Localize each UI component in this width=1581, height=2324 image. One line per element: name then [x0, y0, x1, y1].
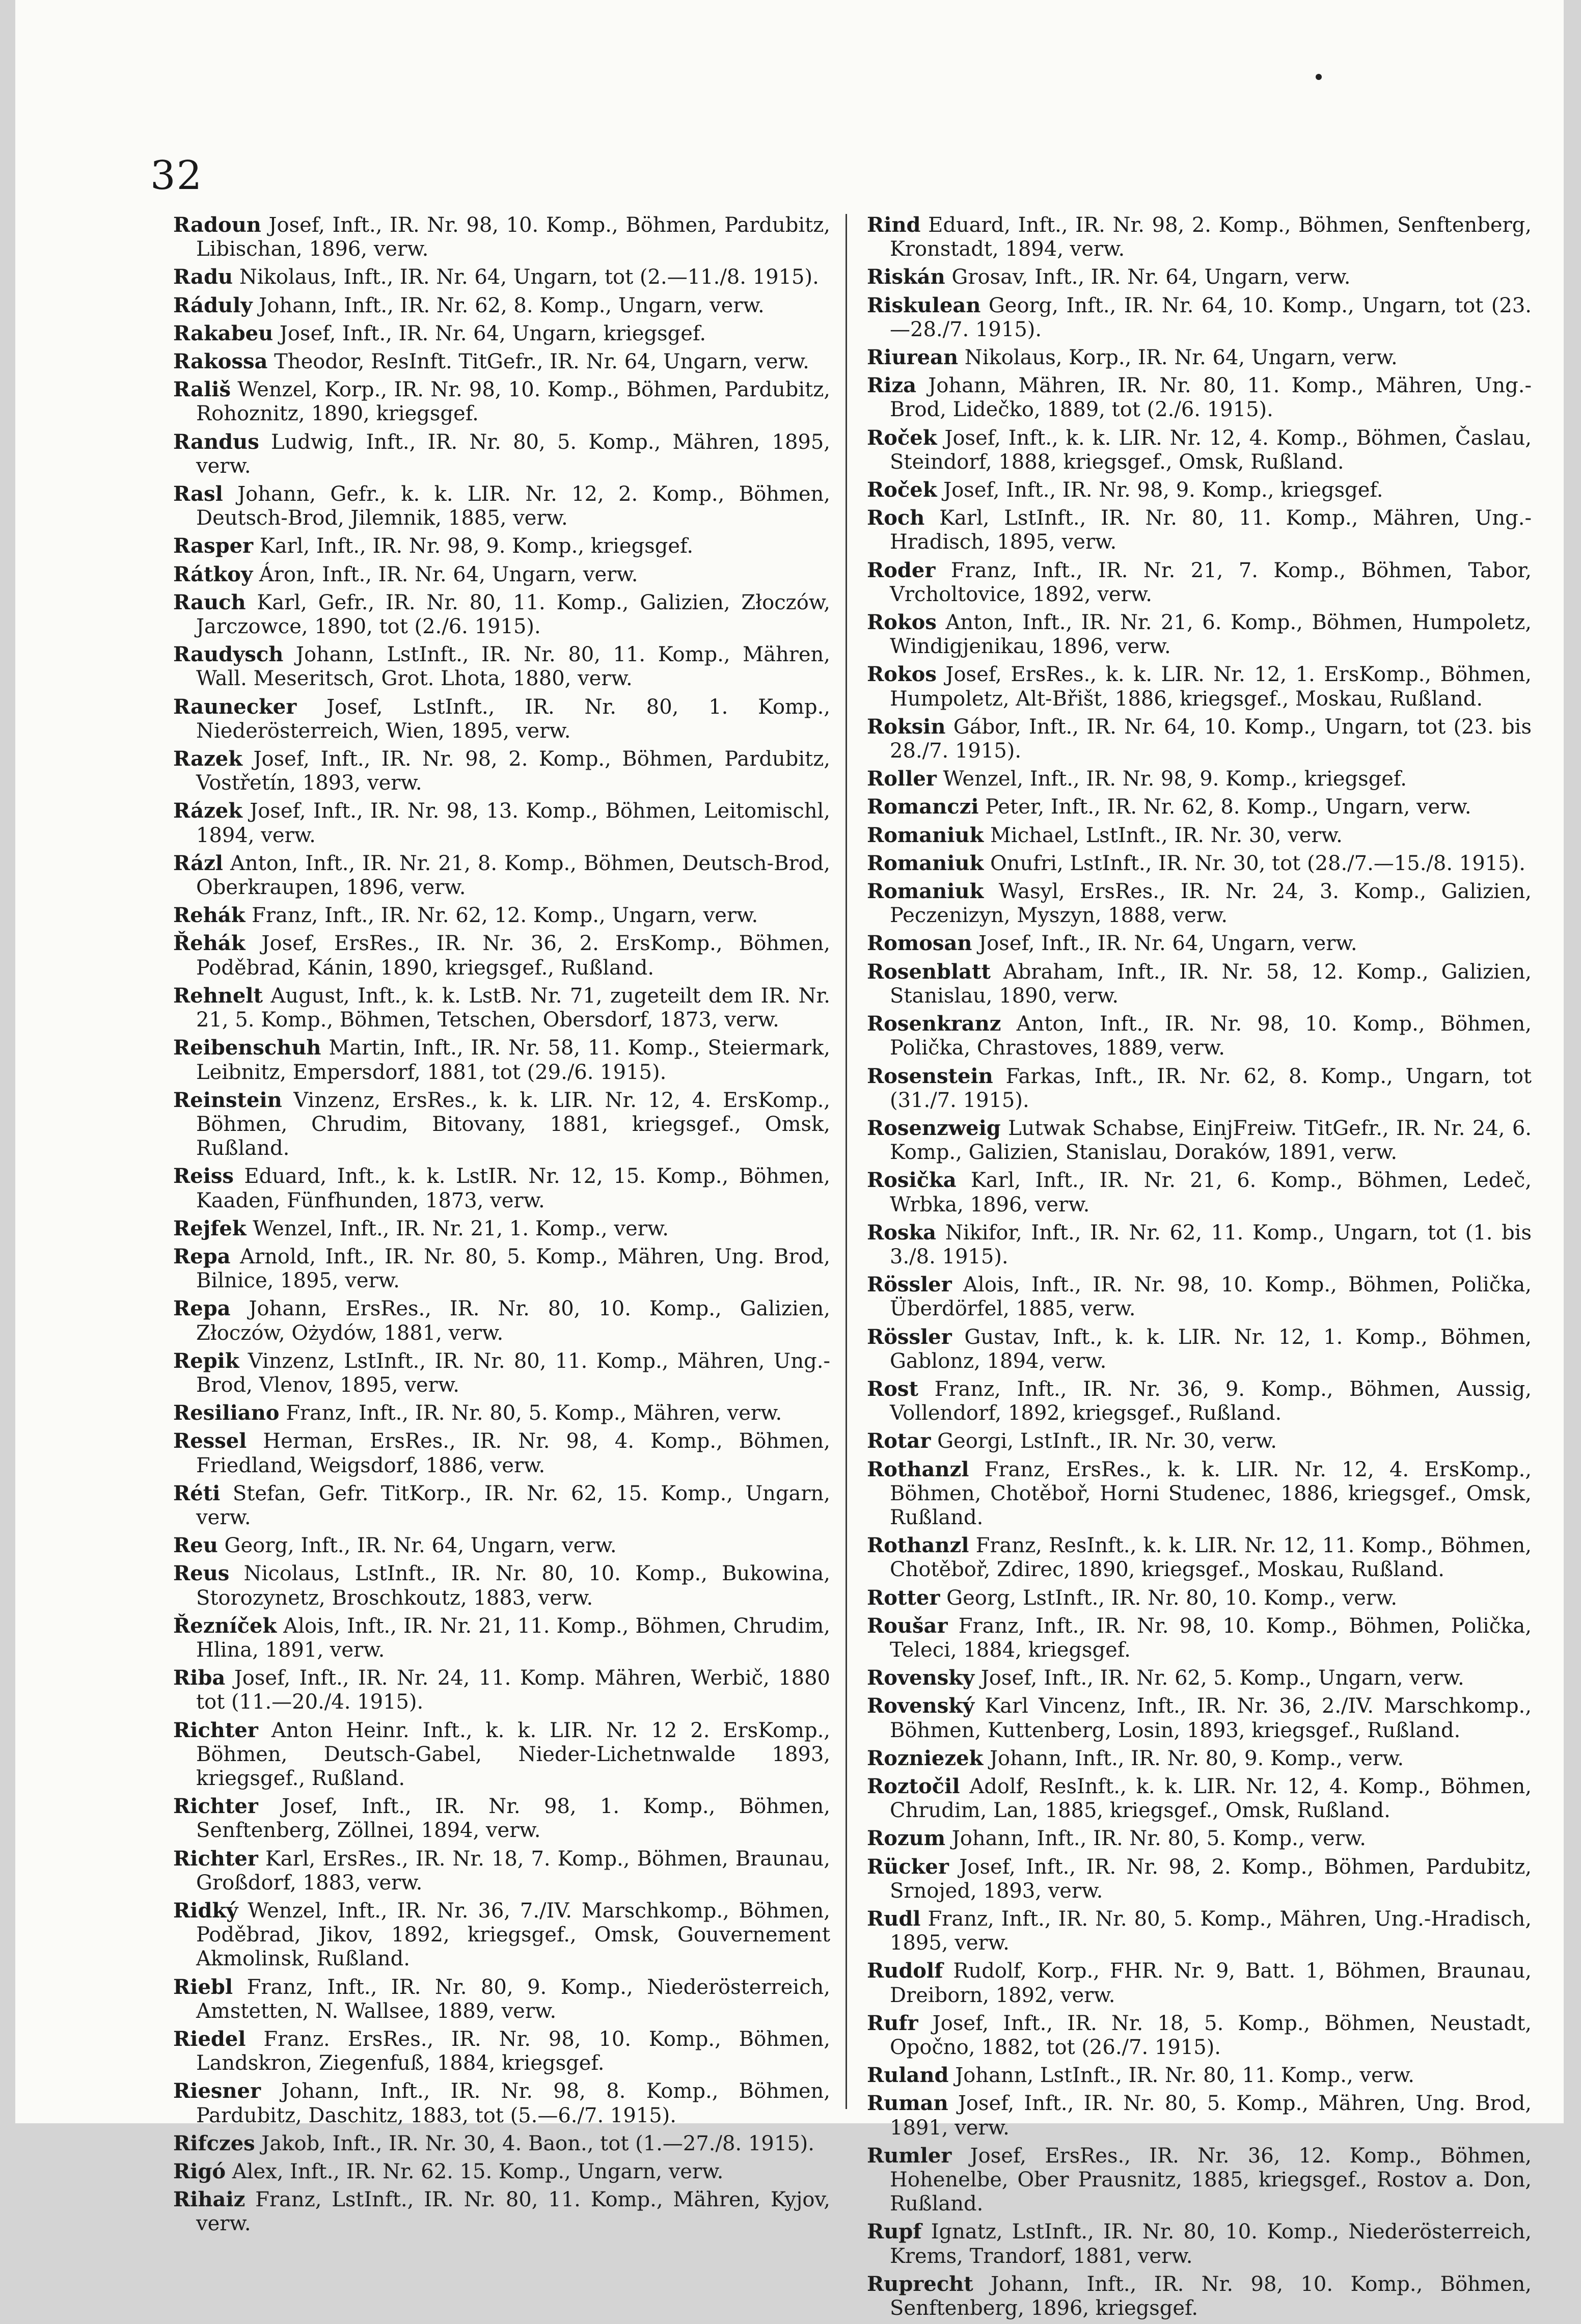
- entry-surname: Rehák: [173, 903, 246, 928]
- register-entry: [867, 2011, 1532, 2060]
- entry-surname: Roch: [867, 506, 925, 530]
- entry-surname: Rokos: [867, 662, 937, 687]
- entry-details: Johann, Mähren, IR. Nr. 80, 11. Komp., Mähren, Ung.-Brod, Lidečko, 1889, tot (2./6. 1915).: [890, 374, 1532, 422]
- entry-surname: Réti: [173, 1481, 221, 1505]
- register-entry: [173, 1614, 830, 1662]
- entry-surname: Raunecker: [173, 694, 297, 719]
- entry-details: Stefan, Gefr. TitKorp., IR. Nr. 62, 15. Komp., Ungarn, verw.: [196, 1481, 830, 1529]
- entry-details: Ludwig, Inft., IR. Nr. 80, 5. Komp., Mähren, 1895, verw.: [196, 430, 830, 478]
- register-entry: [867, 1377, 1532, 1425]
- entry-details: Herman, ErsRes., IR. Nr. 98, 4. Komp., Böhmen, Friedland, Weigsdorf, 1886, verw.: [196, 1429, 830, 1477]
- entry-surname: Rasper: [173, 534, 254, 558]
- entry-surname: Romosan: [867, 931, 972, 956]
- register-entry: [173, 377, 830, 426]
- entry-details: Johann, Inft., IR. Nr. 98, 10. Komp., Böhmen, Senftenberg, 1896, kriegsgef.: [890, 2272, 1532, 2320]
- entry-surname: Rozniezek: [867, 1746, 984, 1770]
- ink-dot: [1316, 74, 1322, 80]
- entry-surname: Raudysch: [173, 642, 284, 667]
- register-entry: [867, 1855, 1532, 1903]
- register-entry: [867, 1221, 1532, 1269]
- entry-details: Josef, Inft., IR. Nr. 64, Ungarn, verw.: [972, 932, 1357, 956]
- entry-surname: Rothanzl: [867, 1533, 969, 1558]
- register-entry: [173, 1164, 830, 1212]
- entry-surname: Rudolf: [867, 1959, 943, 1983]
- register-entry: [867, 879, 1532, 928]
- register-entry: [867, 1457, 1532, 1530]
- entry-surname: Romaniuk: [867, 879, 984, 904]
- register-entry: [173, 1481, 830, 1530]
- entry-surname: Rosenkranz: [867, 1012, 1001, 1036]
- register-entry: [867, 1533, 1532, 1582]
- entry-details: Johann, Inft., IR. Nr. 62, 8. Komp., Ungarn, verw.: [252, 293, 765, 317]
- register-entry: [867, 1429, 1532, 1453]
- entry-details: Josef, Inft., IR. Nr. 98, 10. Komp., Böhmen, Pardubitz, Libischan, 1896, verw.: [196, 213, 830, 261]
- entry-surname: Ridký: [173, 1899, 238, 1923]
- entry-surname: Ruland: [867, 2063, 949, 2088]
- register-entry: [867, 265, 1532, 289]
- register-entry: [867, 1614, 1532, 1662]
- entry-details: Nikifor, Inft., IR. Nr. 62, 11. Komp., Ungarn, tot (1. bis 3./8. 1915).: [890, 1221, 1532, 1268]
- entry-details: Franz, ErsRes., k. k. LIR. Nr. 12, 4. ErsKomp., Böhmen, Chotěboř, Horni Studenec, 1886, kriegsgef., Omsk, Rußland.: [890, 1457, 1532, 1529]
- entry-surname: Rátkoy: [173, 562, 253, 586]
- register-entry: [867, 1064, 1532, 1113]
- register-entry: [173, 1561, 830, 1610]
- register-entry: [173, 2079, 830, 2127]
- register-entry: [173, 747, 830, 795]
- register-entry: [173, 1036, 830, 1084]
- entry-details: Farkas, Inft., IR. Nr. 62, 8. Komp., Ungarn, tot (31./7. 1915).: [890, 1064, 1532, 1112]
- register-entry: [867, 931, 1532, 956]
- register-entry: [867, 823, 1532, 848]
- entry-surname: Richter: [173, 1718, 258, 1742]
- entry-surname: Roller: [867, 767, 937, 791]
- entry-details: Josef, Inft., k. k. LIR. Nr. 12, 4. Komp., Böhmen, Časlau, Steindorf, 1888, kriegsgef., Omsk, Rußland.: [890, 426, 1532, 474]
- entry-details: Josef, ErsRes., IR. Nr. 36, 2. ErsKomp., Böhmen, Poděbrad, Kánin, 1890, kriegsgef., Rußland.: [196, 932, 830, 980]
- register-entry: [867, 767, 1532, 791]
- register-entry: [867, 1746, 1532, 1771]
- register-entry: [173, 695, 830, 743]
- entry-details: Georg, Inft., IR. Nr. 64, Ungarn, verw.: [217, 1534, 617, 1558]
- entry-details: Eduard, Inft., IR. Nr. 98, 2. Komp., Böhmen, Senftenberg, Kronstadt, 1894, verw.: [890, 213, 1532, 261]
- entry-surname: Rosenstein: [867, 1064, 993, 1088]
- entry-surname: Resiliano: [173, 1401, 280, 1425]
- entry-surname: Rališ: [173, 377, 231, 402]
- register-entry: [867, 1116, 1532, 1165]
- register-entry: [173, 1245, 830, 1293]
- register-entry: [867, 1586, 1532, 1610]
- entry-details: Jakob, Inft., IR. Nr. 30, 4. Baon., tot (1.—27./8. 1915).: [255, 2131, 814, 2155]
- entry-details: Alois, Inft., IR. Nr. 21, 11. Komp., Böhmen, Chrudim, Hlina, 1891, verw.: [196, 1614, 830, 1662]
- entry-details: Josef, ErsRes., IR. Nr. 36, 12. Komp., Böhmen, Hohenelbe, Ober Prausnitz, 1885, kriegsgef., Rostov a. Don, Rußland.: [890, 2144, 1532, 2216]
- entry-details: Wenzel, Inft., IR. Nr. 21, 1. Komp., verw.: [246, 1217, 669, 1240]
- entry-details: August, Inft., k. k. LstB. Nr. 71, zugeteilt dem IR. Nr. 21, 5. Komp., Böhmen, Tetschen, Obersdorf, 1873, verw.: [196, 984, 830, 1032]
- entry-surname: Rössler: [867, 1325, 952, 1349]
- entry-details: Franz, ResInft., k. k. LIR. Nr. 12, 11. Komp., Böhmen, Chotěboř, Zdirec, 1890, kriegsgef., Moskau, Rußland.: [890, 1534, 1532, 1582]
- entry-surname: Radoun: [173, 213, 261, 237]
- entry-surname: Rovensky: [867, 1666, 975, 1690]
- register-entry: [173, 903, 830, 928]
- register-entry: [867, 478, 1532, 502]
- entry-surname: Rakossa: [173, 349, 268, 374]
- entry-surname: Riskán: [867, 265, 945, 289]
- entry-surname: Riza: [867, 373, 917, 398]
- entry-details: Onufri, LstInft., IR. Nr. 30, tot (28./7.—15./8. 1915).: [984, 851, 1525, 875]
- entry-surname: Rotar: [867, 1429, 931, 1453]
- entry-details: Johann, Inft., IR. Nr. 80, 5. Komp., verw.: [945, 1827, 1366, 1851]
- register-entry: [867, 610, 1532, 659]
- entry-details: Karl, ErsRes., IR. Nr. 18, 7. Komp., Böhmen, Braunau, Großdorf, 1883, verw.: [196, 1847, 830, 1895]
- entry-details: Georg, Inft., IR. Nr. 64, 10. Komp., Ungarn, tot (23.—28./7. 1915).: [890, 293, 1532, 341]
- entry-details: Franz, Inft., IR. Nr. 80, 5. Komp., Mähren, verw.: [279, 1401, 782, 1425]
- entry-details: Grosav, Inft., IR. Nr. 64, Ungarn, verw.: [945, 265, 1351, 289]
- entry-surname: Rovenský: [867, 1694, 975, 1718]
- entry-surname: Riebl: [173, 1975, 233, 1999]
- register-entry: [173, 1349, 830, 1397]
- entry-surname: Roušar: [867, 1613, 948, 1638]
- entry-surname: Richter: [173, 1846, 258, 1871]
- entry-surname: Ressel: [173, 1429, 247, 1453]
- entry-details: Josef, ErsRes., k. k. LIR. Nr. 12, 1. ErsKomp., Böhmen, Humpoletz, Alt-Břišt, 1886, kriegsgef., Moskau, Rußland.: [890, 663, 1532, 711]
- register-entry: [173, 1088, 830, 1161]
- entry-surname: Roder: [867, 558, 936, 582]
- entry-surname: Rosenblatt: [867, 959, 991, 984]
- register-entry: [867, 2220, 1532, 2268]
- register-entry: [173, 590, 830, 639]
- entry-details: Karl Vincenz, Inft., IR. Nr. 36, 2./IV. Marschkomp., Böhmen, Kuttenberg, Losin, 1893, kriegsgef., Rußland.: [890, 1694, 1532, 1742]
- register-entry: [867, 1774, 1532, 1823]
- left-column: [173, 213, 830, 2240]
- entry-surname: Roztočil: [867, 1774, 960, 1798]
- register-entry: [173, 2131, 830, 2156]
- entry-surname: Ruprecht: [867, 2272, 973, 2296]
- register-entry: [867, 1959, 1532, 2007]
- entry-surname: Rehnelt: [173, 983, 263, 1008]
- register-entry: [173, 1899, 830, 1971]
- entry-surname: Rauch: [173, 590, 246, 614]
- entry-surname: Rössler: [867, 1273, 952, 1297]
- entry-details: Adolf, ResInft., k. k. LIR. Nr. 12, 4. Komp., Böhmen, Chrudim, Lan, 1885, kriegsgef., Omsk, Rußland.: [890, 1774, 1532, 1823]
- register-entry: [867, 2063, 1532, 2088]
- entry-surname: Reiss: [173, 1164, 234, 1188]
- entry-surname: Rázek: [173, 799, 242, 823]
- entry-details: Karl, LstInft., IR. Nr. 80, 11. Komp., Mähren, Ung.-Hradisch, 1895, verw.: [890, 506, 1532, 554]
- entry-details: Josef, Inft., IR. Nr. 62, 5. Komp., Ungarn, verw.: [974, 1666, 1464, 1690]
- entry-details: Wenzel, Inft., IR. Nr. 36, 7./IV. Marschkomp., Böhmen, Poděbrad, Jikov, 1892, kriegsgef., Omsk, Gouvernement Akmolinsk, Rußland.: [196, 1899, 830, 1971]
- entry-details: Gustav, Inft., k. k. LIR. Nr. 12, 1. Komp., Böhmen, Gablonz, 1894, verw.: [890, 1325, 1532, 1373]
- entry-details: Ignatz, LstInft., IR. Nr. 80, 10. Komp., Niederösterreich, Krems, Trandorf, 1881, verw.: [890, 2220, 1532, 2268]
- entry-surname: Reibenschuh: [173, 1036, 321, 1060]
- entry-details: Nicolaus, LstInft., IR. Nr. 80, 10. Komp., Bukowina, Storozynetz, Broschkoutz, 1883, verw.: [196, 1562, 830, 1610]
- entry-details: Gábor, Inft., IR. Nr. 64, 10. Komp., Ungarn, tot (23. bis 28./7. 1915).: [890, 715, 1532, 763]
- register-entry: [867, 1666, 1532, 1690]
- entry-surname: Rumler: [867, 2143, 952, 2168]
- entry-surname: Riesner: [173, 2079, 261, 2103]
- register-entry: [173, 482, 830, 530]
- register-entry: [173, 2027, 830, 2075]
- entry-details: Josef, Inft., IR. Nr. 98, 13. Komp., Böhmen, Leitomischl, 1894, verw.: [196, 799, 830, 847]
- entry-details: Eduard, Inft., k. k. LstIR. Nr. 12, 15. Komp., Böhmen, Kaaden, Fünfhunden, 1873, verw.: [196, 1165, 830, 1212]
- entry-surname: Rudl: [867, 1907, 921, 1931]
- entry-details: Karl, Inft., IR. Nr. 21, 6. Komp., Böhmen, Ledeč, Wrbka, 1896, verw.: [890, 1169, 1532, 1217]
- entry-details: Karl, Inft., IR. Nr. 98, 9. Komp., kriegsgef.: [253, 534, 694, 558]
- entry-details: Wenzel, Korp., IR. Nr. 98, 10. Komp., Böhmen, Pardubitz, Rohoznitz, 1890, kriegsgef.: [196, 378, 830, 426]
- register-entry: [867, 345, 1532, 370]
- entry-surname: Richter: [173, 1794, 258, 1819]
- entry-surname: Rotter: [867, 1585, 940, 1610]
- entry-surname: Rost: [867, 1376, 918, 1401]
- register-entry: [173, 2159, 830, 2184]
- entry-surname: Romaniuk: [867, 851, 984, 875]
- register-entry: [867, 1325, 1532, 1373]
- entry-details: Johann, Inft., IR. Nr. 80, 9. Komp., verw.: [983, 1746, 1404, 1770]
- entry-details: Johann, LstInft., IR. Nr. 80, 11. Komp., verw.: [948, 2064, 1414, 2088]
- register-entry: [173, 534, 830, 558]
- entry-surname: Řehák: [173, 931, 246, 956]
- entry-details: Anton, Inft., IR. Nr. 21, 8. Komp., Böhmen, Deutsch-Brod, Oberkraupen, 1896, verw.: [196, 851, 830, 900]
- entry-surname: Razek: [173, 747, 242, 771]
- entry-surname: Rejfek: [173, 1216, 247, 1240]
- register-entry: [173, 1429, 830, 1477]
- entry-details: Josef, Inft., IR. Nr. 64, Ungarn, kriegsgef.: [273, 321, 706, 345]
- entry-details: Áron, Inft., IR. Nr. 64, Ungarn, verw.: [253, 562, 638, 586]
- register-entry: [867, 851, 1532, 876]
- register-entry: [867, 2091, 1532, 2140]
- column-divider: [846, 214, 847, 2109]
- entry-details: Martin, Inft., IR. Nr. 58, 11. Komp., Steiermark, Leibnitz, Empersdorf, 1881, tot (29./6. 1915).: [196, 1036, 830, 1084]
- entry-details: Anton Heinr. Inft., k. k. LIR. Nr. 12 2. ErsKomp., Böhmen, Deutsch-Gabel, Nieder-Lichetnwalde 1893, kriegsgef., Rußland.: [196, 1718, 830, 1790]
- register-entry: [173, 642, 830, 691]
- register-entry: [867, 960, 1532, 1008]
- entry-surname: Romanczi: [867, 795, 979, 819]
- entry-surname: Repa: [173, 1296, 231, 1321]
- register-entry: [173, 1533, 830, 1558]
- entry-surname: Rifczes: [173, 2131, 255, 2155]
- register-entry: [173, 1217, 830, 1241]
- entry-details: Karl, Gefr., IR. Nr. 80, 11. Komp., Galizien, Złoczów, Jarczowce, 1890, tot (2./6. 1915).: [196, 590, 830, 639]
- entry-surname: Rakabeu: [173, 321, 274, 345]
- register-entry: [867, 1168, 1532, 1217]
- register-entry: [867, 2144, 1532, 2217]
- entry-details: Franz, Inft., IR. Nr. 62, 12. Komp., Ungarn, verw.: [245, 904, 758, 928]
- entry-surname: Rihaiz: [173, 2187, 246, 2212]
- entry-details: Franz, Inft., IR. Nr. 98, 10. Komp., Böhmen, Polička, Teleci, 1884, kriegsgef.: [890, 1614, 1532, 1662]
- entry-details: Alex, Inft., IR. Nr. 62. 15. Komp., Ungarn, verw.: [226, 2160, 724, 2184]
- register-entry: [173, 430, 830, 478]
- entry-surname: Rind: [867, 213, 921, 237]
- entry-details: Abraham, Inft., IR. Nr. 58, 12. Komp., Galizien, Stanislau, 1890, verw.: [890, 960, 1532, 1008]
- register-entry: [173, 799, 830, 847]
- entry-surname: Roksin: [867, 714, 946, 739]
- entry-details: Nikolaus, Inft., IR. Nr. 64, Ungarn, tot (2.—11./8. 1915).: [233, 265, 819, 289]
- entry-surname: Roska: [867, 1220, 937, 1245]
- entry-surname: Řezníček: [173, 1613, 277, 1638]
- register-entry: [867, 293, 1532, 342]
- register-entry: [173, 2187, 830, 2236]
- register-entry: [867, 2272, 1532, 2320]
- register-entry: [867, 715, 1532, 763]
- entry-details: Peter, Inft., IR. Nr. 62, 8. Komp., Ungarn, verw.: [978, 795, 1471, 819]
- register-entry: [867, 1694, 1532, 1742]
- entry-details: Josef, Inft., IR. Nr. 80, 5. Komp., Mähren, Ung. Brod, 1891, verw.: [890, 2092, 1532, 2140]
- entry-surname: Riedel: [173, 2027, 246, 2051]
- entry-surname: Rufr: [867, 2011, 918, 2035]
- register-entry: [867, 662, 1532, 711]
- register-entry: [173, 1847, 830, 1895]
- register-entry: [867, 795, 1532, 819]
- entry-details: Georg, LstInft., IR. Nr. 80, 10. Komp., verw.: [940, 1586, 1398, 1610]
- register-entry: [867, 213, 1532, 261]
- register-entry: [867, 1907, 1532, 1955]
- entry-details: Josef, Inft., IR. Nr. 98, 9. Komp., kriegsgef.: [937, 478, 1383, 502]
- register-entry: [173, 1794, 830, 1843]
- entry-details: Theodor, ResInft. TitGefr., IR. Nr. 64, Ungarn, verw.: [267, 350, 809, 374]
- register-entry: [173, 265, 830, 289]
- entry-surname: Riskulean: [867, 293, 981, 317]
- register-entry: [867, 1012, 1532, 1060]
- entry-details: Michael, LstInft., IR. Nr. 30, verw.: [984, 823, 1343, 847]
- register-entry: [173, 1401, 830, 1425]
- right-column: [867, 213, 1532, 2324]
- register-entry: [173, 984, 830, 1032]
- entry-details: Anton, Inft., IR. Nr. 21, 6. Komp., Böhmen, Humpoletz, Windigjenikau, 1896, verw.: [890, 611, 1532, 659]
- entry-details: Vinzenz, ErsRes., k. k. LIR. Nr. 12, 4. ErsKomp., Böhmen, Chrudim, Bitovany, 1881, kriegsgef., Omsk, Rußland.: [196, 1088, 830, 1160]
- register-entry: [173, 293, 830, 318]
- entry-surname: Ráduly: [173, 293, 253, 317]
- register-entry: [173, 1296, 830, 1345]
- entry-details: Anton, Inft., IR. Nr. 98, 10. Komp., Böhmen, Polička, Chrastoves, 1889, verw.: [890, 1012, 1532, 1060]
- entry-surname: Riba: [173, 1666, 226, 1690]
- entry-surname: Rosička: [867, 1168, 957, 1193]
- register-entry: [867, 506, 1532, 554]
- register-entry: [867, 426, 1532, 474]
- register-entry: [173, 1666, 830, 1714]
- entry-details: Franz, Inft., IR. Nr. 21, 7. Komp., Böhmen, Tabor, Vrcholtovice, 1892, verw.: [890, 558, 1532, 606]
- register-entry: [173, 1975, 830, 2023]
- register-entry: [173, 562, 830, 587]
- entry-details: Wasyl, ErsRes., IR. Nr. 24, 3. Komp., Galizien, Peczenizyn, Myszyn, 1888, verw.: [890, 880, 1532, 928]
- register-entry: [867, 1273, 1532, 1321]
- book-page: [15, 0, 1564, 2320]
- entry-details: Alois, Inft., IR. Nr. 98, 10. Komp., Böhmen, Polička, Überdörfel, 1885, verw.: [890, 1273, 1532, 1321]
- entry-surname: Rosenzweig: [867, 1116, 1001, 1140]
- entry-details: Johann, ErsRes., IR. Nr. 80, 10. Komp., Galizien, Złoczów, Ożydów, 1881, verw.: [196, 1297, 830, 1345]
- entry-surname: Rücker: [867, 1854, 949, 1879]
- entry-details: Rudolf, Korp., FHR. Nr. 9, Batt. 1, Böhmen, Braunau, Dreiborn, 1892, verw.: [890, 1959, 1532, 2007]
- register-entry: [173, 931, 830, 980]
- entry-surname: Rázl: [173, 851, 223, 875]
- register-entry: [173, 321, 830, 346]
- entry-surname: Rigó: [173, 2159, 226, 2184]
- entry-details: Georgi, LstInft., IR. Nr. 30, verw.: [931, 1429, 1277, 1453]
- entry-surname: Rozum: [867, 1826, 946, 1851]
- entry-details: Josef, LstInft., IR. Nr. 80, 1. Komp., Niederösterreich, Wien, 1895, verw.: [196, 695, 830, 743]
- entry-surname: Repik: [173, 1348, 239, 1373]
- entry-surname: Roček: [867, 425, 937, 450]
- register-entry: [173, 851, 830, 900]
- register-entry: [173, 213, 830, 261]
- entry-surname: Reus: [173, 1561, 230, 1586]
- entry-surname: Rupf: [867, 2220, 922, 2244]
- entry-surname: Riurean: [867, 345, 959, 370]
- entry-surname: Radu: [173, 265, 233, 289]
- entry-details: Johann, Inft., IR. Nr. 98, 8. Komp., Böhmen, Pardubitz, Daschitz, 1883, tot (5.—6./7. 1915).: [196, 2079, 830, 2127]
- entry-details: Franz, Inft., IR. Nr. 80, 5. Komp., Mähren, Ung.-Hradisch, 1895, verw.: [890, 1907, 1532, 1955]
- entry-details: Johann, Gefr., k. k. LIR. Nr. 12, 2. Komp., Böhmen, Deutsch-Brod, Jilemnik, 1885, verw.: [196, 482, 830, 530]
- entry-surname: Repa: [173, 1244, 231, 1268]
- entry-surname: Reinstein: [173, 1088, 282, 1112]
- entry-surname: Romaniuk: [867, 823, 984, 847]
- register-entry: [867, 373, 1532, 422]
- entry-details: Franz. ErsRes., IR. Nr. 98, 10. Komp., Böhmen, Landskron, Ziegenfuß, 1884, kriegsgef.: [196, 2028, 830, 2075]
- page-number: 32: [150, 153, 203, 199]
- entry-details: Arnold, Inft., IR. Nr. 80, 5. Komp., Mähren, Ung. Brod, Bilnice, 1895, verw.: [196, 1245, 830, 1293]
- entry-details: Josef, Inft., IR. Nr. 18, 5. Komp., Böhmen, Neustadt, Opočno, 1882, tot (26./7. 1915).: [890, 2011, 1532, 2060]
- entry-details: Franz, LstInft., IR. Nr. 80, 11. Komp., Mähren, Kyjov, verw.: [196, 2188, 830, 2236]
- entry-details: Johann, LstInft., IR. Nr. 80, 11. Komp., Mähren, Wall. Meseritsch, Grot. Lhota, 1880, verw.: [196, 643, 830, 691]
- register-entry: [867, 558, 1532, 607]
- entry-surname: Rothanzl: [867, 1457, 969, 1481]
- entry-details: Josef, Inft., IR. Nr. 98, 2. Komp., Böhmen, Pardubitz, Vostřetín, 1893, verw.: [196, 747, 830, 795]
- entry-surname: Ruman: [867, 2091, 948, 2116]
- entry-surname: Roček: [867, 478, 937, 502]
- entry-details: Franz, Inft., IR. Nr. 36, 9. Komp., Böhmen, Aussig, Vollendorf, 1892, kriegsgef., Rußland.: [890, 1377, 1532, 1425]
- register-entry: [173, 349, 830, 374]
- entry-details: Vinzenz, LstInft., IR. Nr. 80, 11. Komp., Mähren, Ung.-Brod, Vlenov, 1895, verw.: [196, 1349, 830, 1397]
- entry-details: Josef, Inft., IR. Nr. 98, 1. Komp., Böhmen, Senftenberg, Zöllnei, 1894, verw.: [196, 1795, 830, 1843]
- entry-details: Josef, Inft., IR. Nr. 24, 11. Komp. Mähren, Werbič, 1880 tot (11.—20./4. 1915).: [196, 1666, 830, 1714]
- entry-details: Wenzel, Inft., IR. Nr. 98, 9. Komp., kriegsgef.: [936, 767, 1407, 791]
- entry-surname: Rokos: [867, 610, 937, 635]
- entry-details: Lutwak Schabse, EinjFreiw. TitGefr., IR. Nr. 24, 6. Komp., Galizien, Stanislau, Doraków, 1891, verw.: [890, 1116, 1532, 1165]
- register-entry: [867, 1826, 1532, 1851]
- entry-details: Josef, Inft., IR. Nr. 98, 2. Komp., Böhmen, Pardubitz, Srnojed, 1893, verw.: [890, 1855, 1532, 1903]
- entry-surname: Randus: [173, 429, 259, 454]
- entry-surname: Reu: [173, 1533, 218, 1558]
- entry-surname: Rasl: [173, 482, 223, 506]
- entry-details: Nikolaus, Korp., IR. Nr. 64, Ungarn, verw.: [958, 346, 1398, 370]
- entry-details: Franz, Inft., IR. Nr. 80, 9. Komp., Niederösterreich, Amstetten, N. Wallsee, 1889, verw.: [196, 1975, 830, 2023]
- register-entry: [173, 1718, 830, 1791]
